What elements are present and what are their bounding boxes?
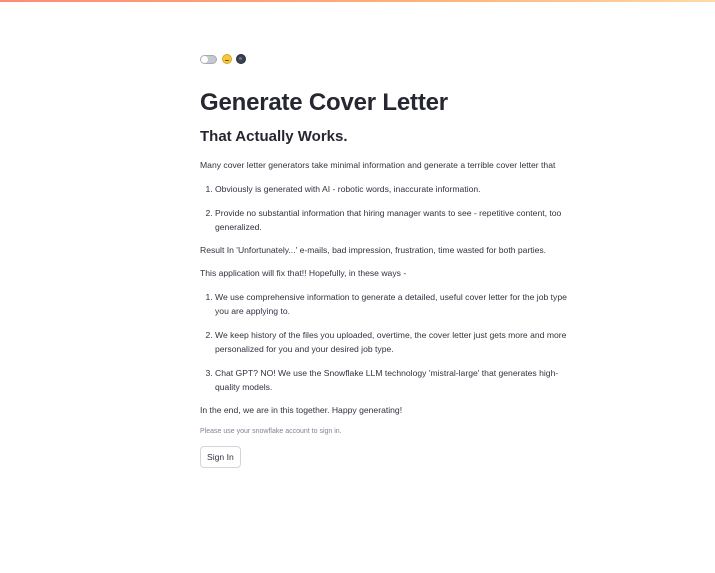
theme-toggle[interactable] (200, 55, 217, 64)
page-subtitle: That Actually Works. (200, 128, 348, 145)
result-text: Result In 'Unfortunately...' e-mails, bad impression, frustration, time wasted for both parties. (200, 245, 547, 255)
list-item: 3. Chat GPT? NO! We use the Snowflake LLM technology 'mistral-large' that generates high-quality models. (215, 366, 580, 394)
closing-text: In the end, we are in this together. Happy generating! (200, 405, 403, 415)
top-decoration-bar (0, 0, 715, 2)
problems-list (200, 182, 580, 234)
moon-icon (236, 54, 246, 64)
main-content (200, 52, 580, 468)
fix-text: This application will fix that!! Hopefully, in these ways - (200, 268, 407, 278)
list-item: 2. Provide no substantial information that hiring manager wants to see - repetitive content, too generalized. (215, 206, 580, 234)
page-title: Generate Cover Letter (200, 89, 448, 116)
solutions-list (200, 290, 580, 394)
toggle-knob (201, 56, 208, 63)
intro-text: Many cover letter generators take minimal information and generate a terrible cover letter that (200, 160, 556, 170)
theme-switcher (200, 52, 580, 66)
list-item: 1. Obviously is generated with AI - robotic words, inaccurate information. (215, 182, 580, 196)
signin-caption: Please use your snowflake account to sign in. (200, 428, 342, 435)
list-item: 2. We keep history of the files you uploaded, overtime, the cover letter just gets more and more personalized for you and your desired job type. (215, 328, 580, 356)
sign-in-button[interactable]: Sign In (200, 446, 241, 468)
smiling-sun-icon (222, 54, 232, 64)
list-item: 1. We use comprehensive information to generate a detailed, useful cover letter for the job type you are applying to. (215, 290, 580, 318)
